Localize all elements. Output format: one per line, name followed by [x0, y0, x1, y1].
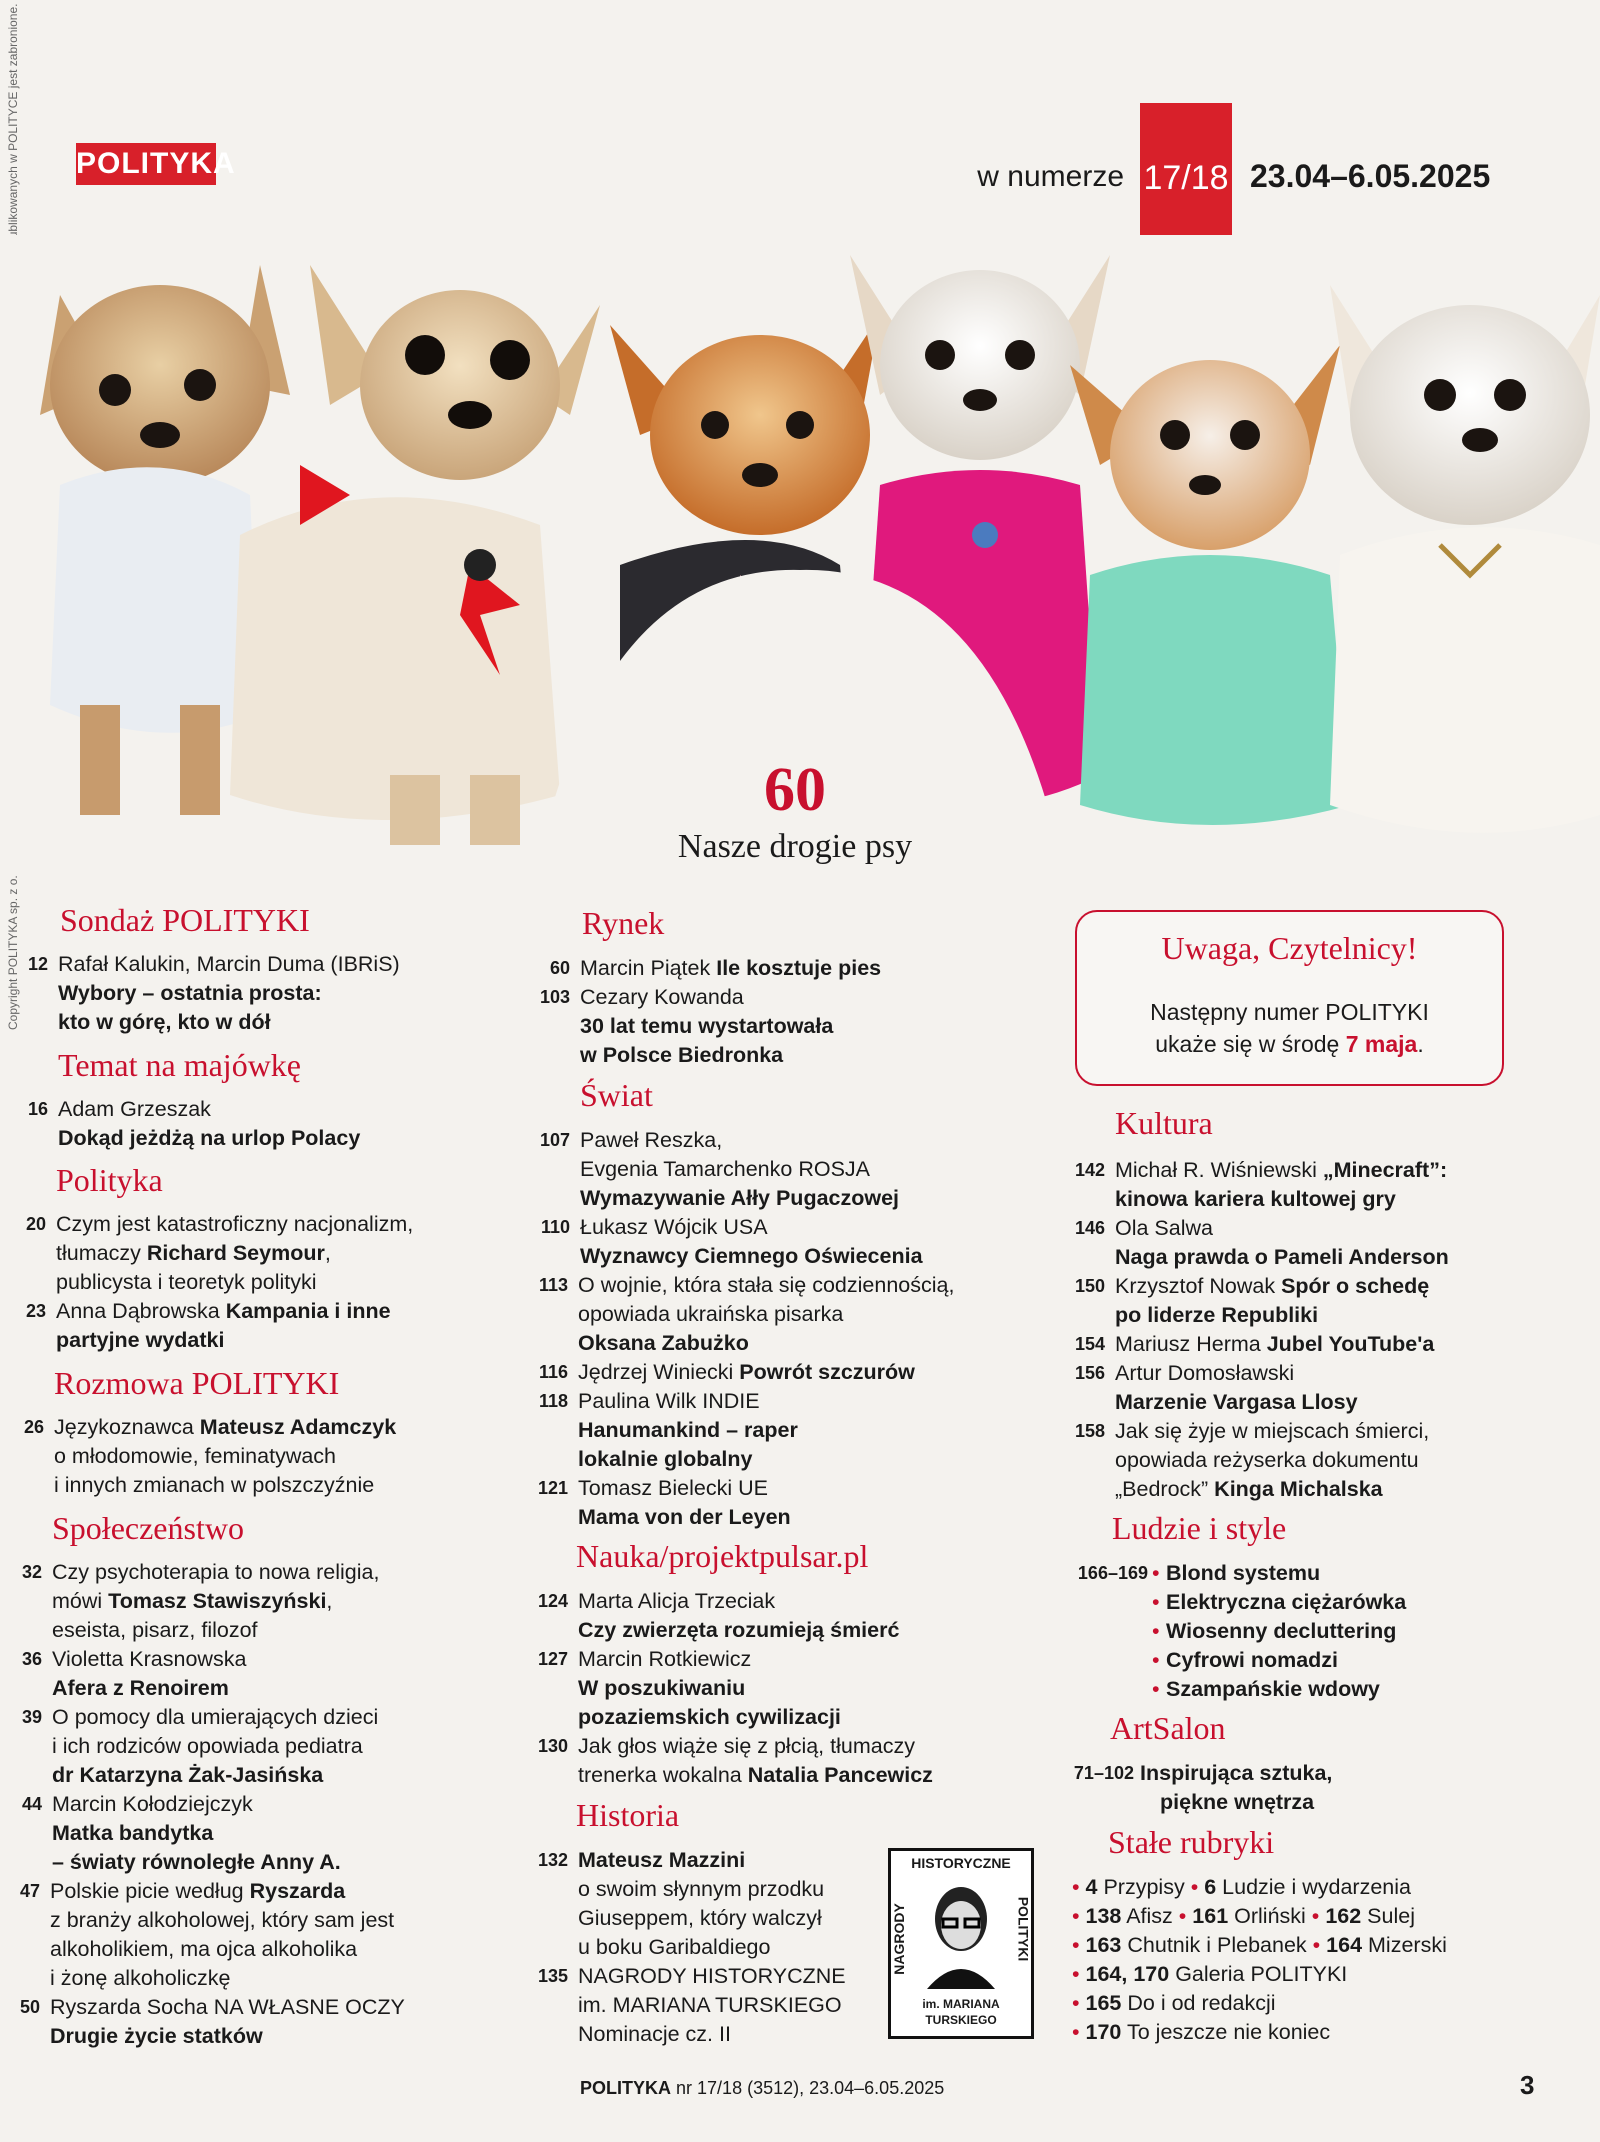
- page-footer: POLITYKA nr 17/18 (3512), 23.04–6.05.2025: [580, 2078, 945, 2098]
- toc-entry[interactable]: 110 Łukasz Wójcik USA: [540, 1215, 768, 1239]
- toc-line: i żonę alkoholiczkę: [50, 1966, 231, 1990]
- toc-title: Marzenie Vargasa Llosy: [1115, 1390, 1358, 1414]
- toc-entry[interactable]: 130 Jak głos wiąże się z płcią, tłumaczy: [537, 1734, 915, 1758]
- toc-entry[interactable]: 44 Marcin Kołodziejczyk: [21, 1792, 253, 1816]
- toc-entry[interactable]: 127 Marcin Rotkiewicz: [537, 1647, 752, 1671]
- toc-title: Hanumankind – raper: [578, 1418, 798, 1442]
- toc-line: u boku Garibaldiego: [578, 1935, 771, 1959]
- section-swiat: Świat: [580, 1077, 653, 1113]
- cover-story-title: Nasze drogie psy: [677, 828, 913, 865]
- toc-line: mówi Tomasz Stawiszyński,: [52, 1589, 333, 1613]
- toc-title: dr Katarzyna Żak-Jasińska: [52, 1763, 324, 1787]
- page-number: 3: [1520, 2070, 1535, 2100]
- toc-entry[interactable]: 154 Mariusz Herma Jubel YouTube'a: [1074, 1332, 1435, 1356]
- historical-awards-badge: HISTORYCZNE NAGRODY POLITYKI im. MARIANA TURSKIEGO: [888, 1848, 1034, 2039]
- toc-bullet: • Elektryczna ciężarówka: [1152, 1590, 1407, 1614]
- toc-entry[interactable]: 12 Rafał Kalukin, Marcin Duma (IBRiS): [27, 952, 400, 976]
- toc-entry[interactable]: 156 Artur Domosławski: [1074, 1361, 1295, 1385]
- toc-entry[interactable]: 36 Violetta Krasnowska: [21, 1647, 247, 1671]
- toc-title: Wymazywanie Ałły Pugaczowej: [580, 1186, 900, 1210]
- toc-line: Giuseppem, który walczył: [578, 1906, 822, 1930]
- toc-entry[interactable]: 113 O wojnie, która stała się codziennością,: [538, 1273, 955, 1297]
- toc-title: 30 lat temu wystartowała: [580, 1014, 834, 1038]
- dog-5: [1070, 345, 1350, 825]
- toc-line: i innych zmianach w polszczyźnie: [54, 1473, 375, 1497]
- toc-line: alkoholikiem, ma ojca alkoholika: [50, 1937, 358, 1961]
- section-sondaz: Sondaż POLITYKI: [60, 902, 310, 938]
- toc-bullet: • Cyfrowi nomadzi: [1152, 1648, 1339, 1672]
- toc-line: tłumaczy Richard Seymour,: [56, 1241, 331, 1265]
- toc-title: kinowa kariera kultowej gry: [1115, 1187, 1396, 1211]
- toc-entry[interactable]: 16 Adam Grzeszak: [27, 1097, 211, 1121]
- toc-entry[interactable]: 20 Czym jest katastroficzny nacjonalizm,: [25, 1212, 414, 1236]
- toc-title: partyjne wydatki: [56, 1328, 225, 1352]
- toc-line: trenerka wokalna Natalia Pancewicz: [578, 1763, 933, 1787]
- toc-line: im. MARIANA TURSKIEGO: [578, 1993, 842, 2017]
- toc-title: Matka bandytka: [52, 1821, 214, 1845]
- toc-entry[interactable]: 47 Polskie picie według Ryszarda: [19, 1879, 346, 1903]
- section-spoleczenstwo: Społeczeństwo: [52, 1510, 244, 1546]
- toc-line: Nominacje cz. II: [578, 2022, 731, 2046]
- issue-date: 23.04–6.05.2025: [1250, 158, 1491, 194]
- reader-notice-box: [1075, 910, 1504, 1086]
- toc-title: w Polsce Biedronka: [580, 1043, 784, 1067]
- toc-line: o młodomowie, feminatywach: [54, 1444, 337, 1468]
- toc-entry[interactable]: 50 Ryszarda Socha NA WŁASNE OCZY: [19, 1995, 405, 2019]
- toc-title: Drugie życie statków: [50, 2024, 263, 2048]
- cover-page-number: 60: [764, 756, 826, 824]
- toc-line: opowiada ukraińska pisarka: [578, 1302, 844, 1326]
- section-rynek: Rynek: [582, 905, 665, 941]
- portrait-icon: [919, 1879, 1003, 1989]
- toc-bullet: • Szampańskie wdowy: [1152, 1677, 1380, 1701]
- in-issue-label: w numerze: [977, 160, 1124, 193]
- toc-entry[interactable]: 60 Marcin Piątek Ile kosztuje pies: [549, 956, 882, 980]
- toc-line: „Bedrock” Kinga Michalska: [1115, 1477, 1383, 1501]
- toc-line: eseista, pisarz, filozof: [52, 1618, 258, 1642]
- toc-title: Wyznawcy Ciemnego Oświecenia: [580, 1244, 923, 1268]
- toc-rubric-row[interactable]: • 164, 170 Galeria POLITYKI: [1072, 1962, 1348, 1986]
- toc-title: Afera z Renoirem: [52, 1676, 229, 1700]
- toc-title: – światy równoległe Anny A.: [52, 1850, 341, 1874]
- toc-entry[interactable]: 103 Cezary Kowanda: [539, 985, 744, 1009]
- toc-entry[interactable]: 132 Mateusz Mazzini: [537, 1848, 746, 1872]
- toc-line: publicysta i teoretyk polityki: [56, 1270, 317, 1294]
- toc-rubric-row[interactable]: • 4 Przypisy • 6 Ludzie i wydarzenia: [1072, 1875, 1411, 1899]
- toc-entry[interactable]: 118 Paulina Wilk INDIE: [538, 1389, 760, 1413]
- toc-title: Dokąd jeżdżą na urlop Polacy: [58, 1126, 361, 1150]
- toc-entry[interactable]: 32 Czy psychoterapia to nowa religia,: [21, 1560, 380, 1584]
- toc-entry[interactable]: 142 Michał R. Wiśniewski „Minecraft”:: [1074, 1158, 1448, 1182]
- toc-entry[interactable]: 71–102 Inspirująca sztuka,: [1073, 1761, 1333, 1785]
- toc-rubric-row[interactable]: • 170 To jeszcze nie koniec: [1072, 2020, 1331, 2044]
- notice-text: Następny numer POLITYKI ukaże się w środę 7 maja.: [1150, 999, 1429, 1057]
- toc-entry[interactable]: 23 Anna Dąbrowska Kampania i inne: [25, 1299, 391, 1323]
- footer-logo: POLITYKA: [580, 2078, 672, 2098]
- section-artsalon: ArtSalon: [1110, 1710, 1226, 1746]
- toc-line: Evgenia Tamarchenko ROSJA: [580, 1157, 870, 1181]
- toc-title: piękne wnętrza: [1160, 1790, 1315, 1814]
- toc-entry[interactable]: 39 O pomocy dla umierających dzieci: [21, 1705, 379, 1729]
- section-temat: Temat na majówkę: [58, 1047, 301, 1083]
- toc-entry[interactable]: 146 Ola Salwa: [1074, 1216, 1213, 1240]
- toc-rubric-row[interactable]: • 165 Do i od redakcji: [1072, 1991, 1276, 2015]
- toc-title: lokalnie globalny: [578, 1447, 753, 1471]
- toc-bullet: • Wiosenny decluttering: [1152, 1619, 1397, 1643]
- toc-title: po liderze Republiki: [1115, 1303, 1319, 1327]
- dog-6: [1330, 285, 1600, 833]
- toc-entry[interactable]: 150 Krzysztof Nowak Spór o schedę: [1074, 1274, 1430, 1298]
- toc-title: Mama von der Leyen: [578, 1505, 791, 1529]
- toc-entry[interactable]: 26 Językoznawca Mateusz Adamczyk: [23, 1415, 397, 1439]
- toc-line: o swoim słynnym przodku: [578, 1877, 825, 1901]
- section-polityka: Polityka: [56, 1162, 163, 1198]
- section-rozmowa: Rozmowa POLITYKI: [54, 1365, 340, 1401]
- notice-title: Uwaga, Czytelnicy!: [1161, 930, 1418, 966]
- toc-title: Oksana Zabużko: [578, 1331, 749, 1355]
- toc-title: pozaziemskich cywilizacji: [578, 1705, 841, 1729]
- toc-entry[interactable]: 124 Marta Alicja Trzeciak: [537, 1589, 776, 1613]
- section-kultura: Kultura: [1115, 1105, 1213, 1141]
- toc-entry[interactable]: 116 Jędrzej Winiecki Powrót szczurów: [538, 1360, 915, 1384]
- toc-title: Naga prawda o Pameli Anderson: [1115, 1245, 1449, 1269]
- toc-entry[interactable]: 121 Tomasz Bielecki UE: [537, 1476, 768, 1500]
- toc-entry[interactable]: 158 Jak się żyje w miejscach śmierci,: [1074, 1419, 1430, 1443]
- toc-title: Czy zwierzęta rozumieją śmierć: [578, 1618, 900, 1642]
- issue-number-badge: 17/18: [1140, 103, 1232, 241]
- toc-line: z branży alkoholowej, który sam jest: [50, 1908, 395, 1932]
- toc-rubric-row[interactable]: • 163 Chutnik i Plebanek • 164 Mizerski: [1072, 1933, 1447, 1957]
- section-stale-rubryki: Stałe rubryki: [1108, 1824, 1275, 1860]
- toc-rubric-row[interactable]: • 138 Afisz • 161 Orliński • 162 Sulej: [1072, 1904, 1415, 1928]
- toc-title: W poszukiwaniu: [578, 1676, 746, 1700]
- toc-entry[interactable]: 135 NAGRODY HISTORYCZNE: [537, 1964, 846, 1988]
- toc-line: i ich rodziców opowiada pediatra: [52, 1734, 363, 1758]
- toc-line: opowiada reżyserka dokumentu: [1115, 1448, 1419, 1472]
- section-historia: Historia: [576, 1797, 680, 1833]
- toc-title: Wybory – ostatnia prosta:: [58, 981, 322, 1005]
- toc-entry[interactable]: 166–169 • Blond systemu: [1077, 1561, 1321, 1585]
- section-ludzie-i-style: Ludzie i style: [1112, 1510, 1287, 1546]
- politika-logo: POLITYKA: [76, 143, 216, 185]
- toc-entry[interactable]: 107 Paweł Reszka,: [539, 1128, 723, 1152]
- toc-title: kto w górę, kto w dół: [58, 1010, 271, 1034]
- section-nauka: Nauka/projektpulsar.pl: [576, 1538, 869, 1574]
